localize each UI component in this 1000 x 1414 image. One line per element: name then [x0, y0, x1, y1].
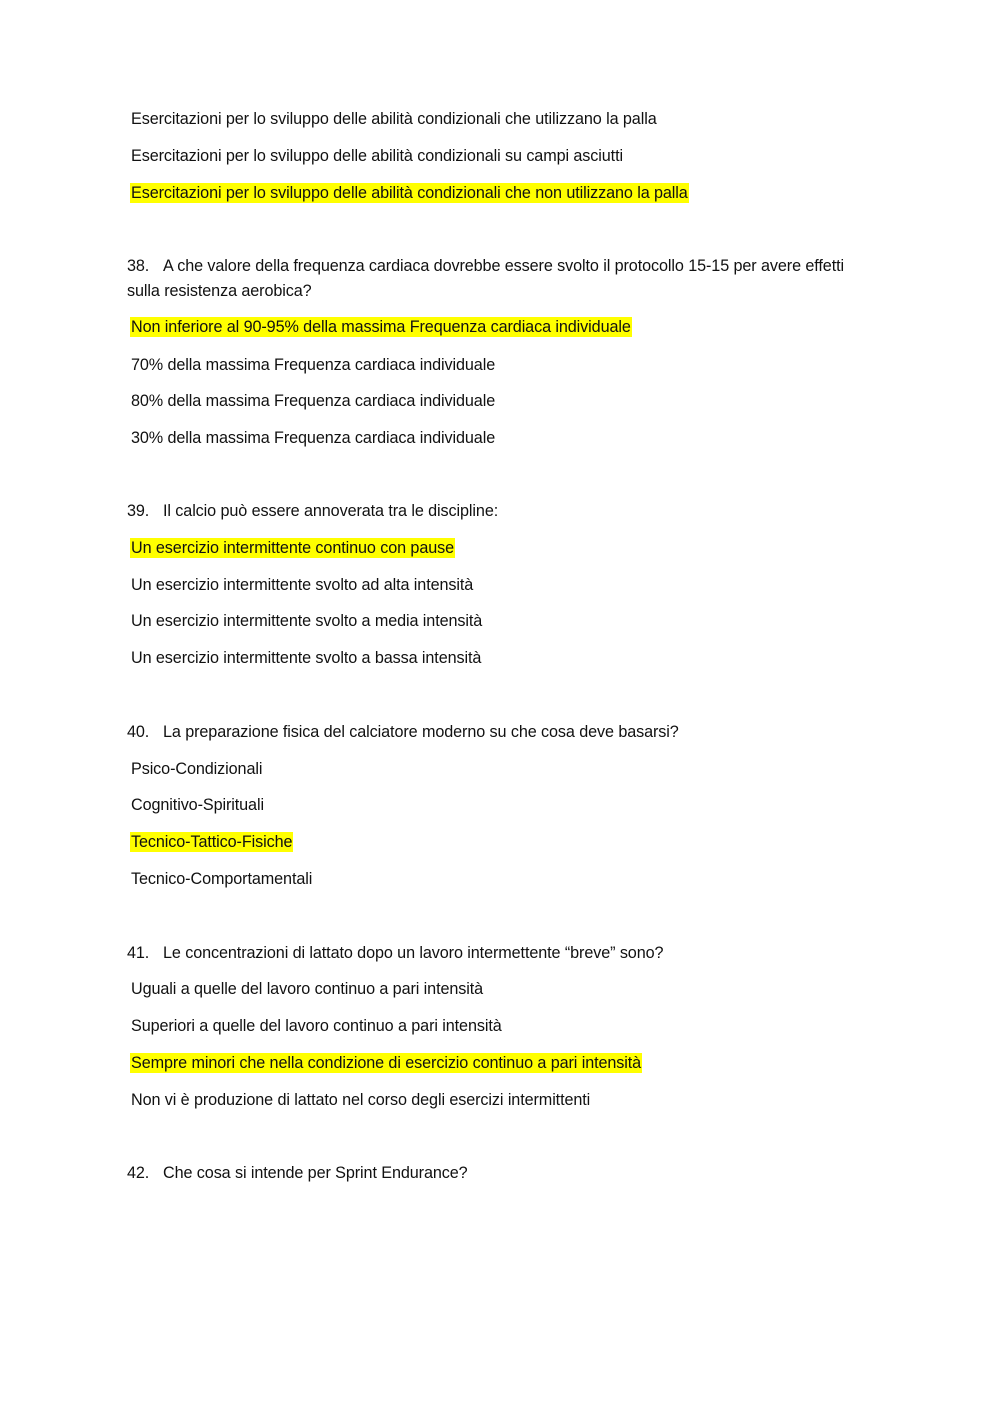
answer-option: Un esercizio intermittente svolto ad alta intensità [131, 576, 474, 594]
question-text: Il calcio può essere annoverata tra le discipline: [163, 502, 499, 520]
answer-option: Superiori a quelle del lavoro continuo a pari intensità [131, 1017, 502, 1035]
answer-option: Un esercizio intermittente svolto a media intensità [131, 612, 483, 630]
question-41 [127, 941, 847, 966]
answer-option: Esercitazioni per lo sviluppo delle abilità condizionali che utilizzano la palla [131, 110, 657, 128]
question-number: 39. [127, 502, 150, 520]
question-text: Le concentrazioni di lattato dopo un lavoro intermettente “breve” sono? [163, 944, 664, 962]
answer-option: Esercitazioni per lo sviluppo delle abilità condizionali su campi asciutti [131, 147, 623, 165]
question-text: Che cosa si intende per Sprint Endurance? [163, 1164, 468, 1182]
answer-option: 30% della massima Frequenza cardiaca individuale [131, 429, 496, 447]
answer-option: Cognitivo-Spirituali [131, 796, 264, 814]
answer-option-correct: Sempre minori che nella condizione di esercizio continuo a pari intensità [131, 1054, 642, 1072]
answer-option: 70% della massima Frequenza cardiaca individuale [131, 356, 496, 374]
answer-option-correct: Tecnico-Tattico-Fisiche [131, 833, 293, 851]
question-38 [127, 254, 847, 304]
question-42 [127, 1161, 847, 1186]
answer-option: Tecnico-Comportamentali [131, 870, 313, 888]
question-text: A che valore della frequenza cardiaca dovrebbe essere svolto il protocollo 15-15 per avere effetti sulla resistenza aerobica? [127, 257, 844, 300]
answer-option: Un esercizio intermittente svolto a bassa intensità [131, 649, 482, 667]
question-text: La preparazione fisica del calciatore moderno su che cosa deve basarsi? [163, 723, 679, 741]
answer-option-correct: Non inferiore al 90-95% della massima Frequenza cardiaca individuale [131, 318, 631, 336]
question-40 [127, 720, 847, 745]
answer-option-correct: Esercitazioni per lo sviluppo delle abilità condizionali che non utilizzano la palla [131, 184, 688, 202]
question-number: 40. [127, 723, 150, 741]
question-39 [127, 499, 847, 524]
answer-option: 80% della massima Frequenza cardiaca individuale [131, 392, 496, 410]
answer-option: Non vi è produzione di lattato nel corso degli esercizi intermittenti [131, 1091, 591, 1109]
question-number: 41. [127, 944, 150, 962]
question-number: 42. [127, 1164, 150, 1182]
answer-option: Uguali a quelle del lavoro continuo a pari intensità [131, 980, 484, 998]
question-number: 38. [127, 257, 150, 275]
answer-option: Psico-Condizionali [131, 760, 263, 778]
answer-option-correct: Un esercizio intermittente continuo con pause [131, 539, 455, 557]
